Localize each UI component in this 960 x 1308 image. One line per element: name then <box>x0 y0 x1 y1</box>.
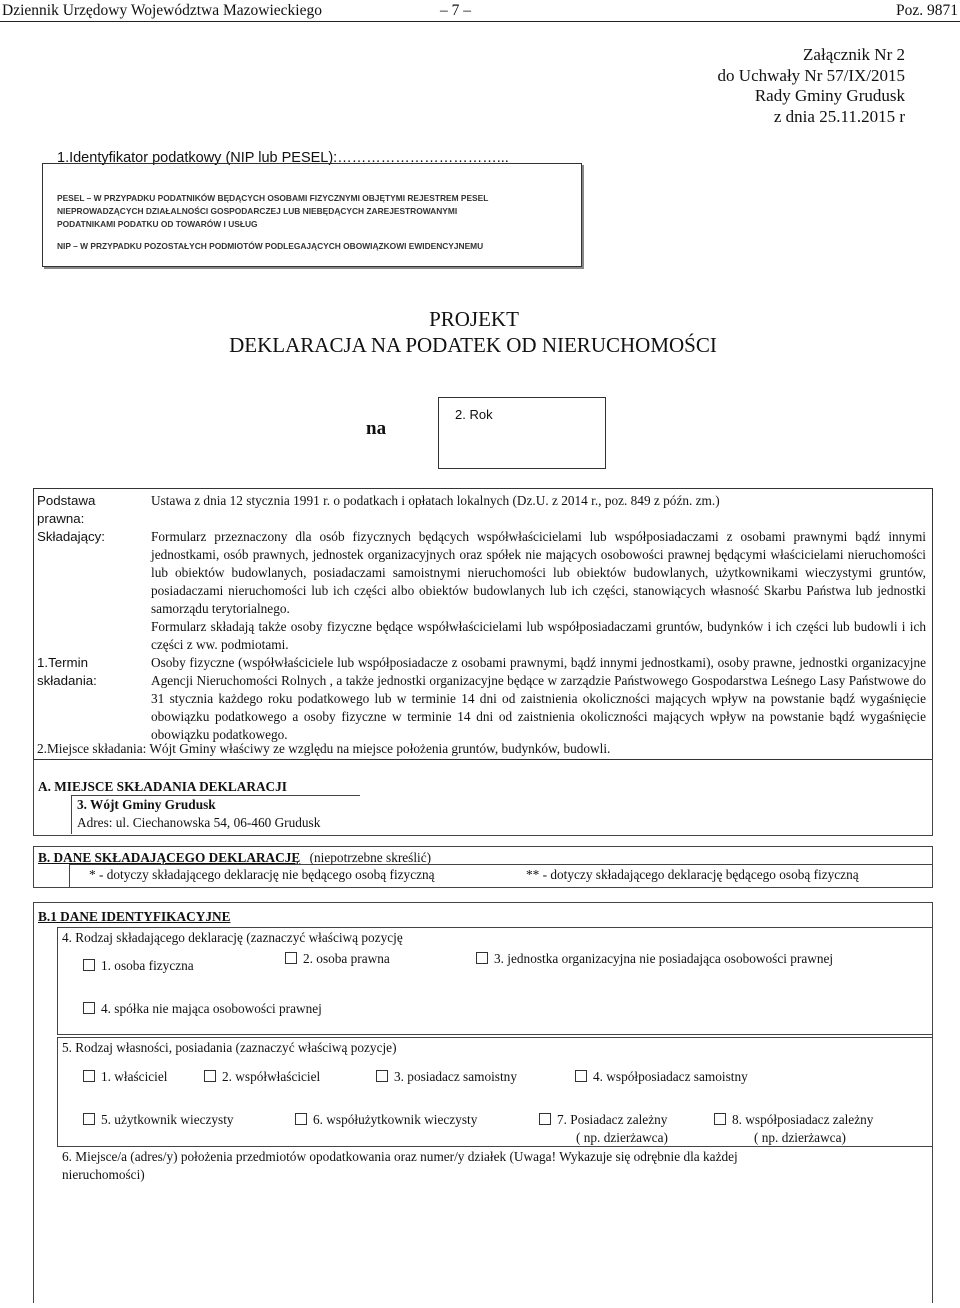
pesel-note-line: NIEPROWADZĄCYCH DZIAŁALNOŚCI GOSPODARCZEJ LUB NIEBĘDĄCYCH ZAREJESTROWANYMI <box>57 205 458 216</box>
nip-note: NIP – W PRZYPADKU POZOSTAŁYCH PODMIOTÓW PODLEGAJĄCYCH OBOWIĄZKOWI EWIDENCYJNEMU <box>57 241 484 251</box>
q5-option-owner[interactable] <box>83 1068 167 1086</box>
annex-line: Załącznik Nr 2 <box>803 45 905 64</box>
annex-block <box>718 45 905 127</box>
identifier-label: 1.Identyfikator podatkowy (NIP lub PESEL):……………………………... <box>57 150 509 166</box>
deadline-label-line: 1.Termin <box>37 655 88 670</box>
q5-option-copossessor[interactable] <box>575 1068 748 1086</box>
deadline-label <box>37 654 97 690</box>
checkbox[interactable] <box>83 1070 95 1082</box>
checkbox[interactable] <box>204 1070 216 1082</box>
pesel-note-line: PESEL – W PRZYPADKU PODATNIKÓW BĘDĄCYCH OSOBAMI FIZYCZNYMI OBJĘTYMI REJESTREM PESEL <box>57 193 489 203</box>
option-label: 6. współużytkownik wieczysty <box>313 1112 478 1127</box>
basis-label-line: prawna: <box>37 511 85 527</box>
year-box[interactable] <box>438 397 606 469</box>
q5-option-perpetual[interactable] <box>83 1111 234 1129</box>
option-label: 2. współwłaściciel <box>222 1069 321 1084</box>
q5-option-coperpetual[interactable] <box>295 1111 477 1129</box>
year-label: 2. Rok <box>455 407 493 422</box>
office-box <box>71 795 360 834</box>
q6-label-line: 6. Miejsce/a (adres/y) położenia przedmiotów opodatkowania oraz numer/y działek (Uwaga! Wykazuje się odrębnie dla każdej <box>62 1149 738 1164</box>
journal-title: Dziennik Urzędowy Województwa Mazowieckiego <box>2 2 322 19</box>
q4-option-unit[interactable] <box>476 950 833 968</box>
pesel-note <box>57 192 577 230</box>
q6-label-line: nieruchomości) <box>62 1167 145 1182</box>
filer-text: Formularz przeznaczony dla osób fizycznych będących współwłaścicielami lub współposiadaczami z osobami prawnymi bądź innymi jednostkami, osób prawnych, jednostek organizacyjnych oraz spółek nie mających osobowości prawnej będącymi właścicielami nieruchomości lub obiektów budowlanych, posiadaczami samoistnymi nieruchomości lub obiektów budowlanych, użytkownikami wieczystymi gruntów, posiadaczami nieruchomości lub ich części albo obiektów budowlanych lub ich części, stanowiących własność Skarbu Państwa lub jednostki samorządu terytorialnego. <box>151 529 926 617</box>
checkbox[interactable] <box>539 1113 551 1125</box>
q5-note-codependent: ( np. dzierżawca) <box>754 1130 846 1145</box>
section-b-heading-note: (niepotrzebne skreślić) <box>309 850 432 865</box>
checkbox[interactable] <box>575 1070 587 1082</box>
q4-label: 4. Rodzaj składającego deklarację (zaznaczyć właściwą pozycję <box>62 930 403 945</box>
annex-line: do Uchwały Nr 57/IX/2015 <box>717 65 905 85</box>
filer-text-2: Formularz składają także osoby fizyczne będące współwłaścicielami lub współposiadaczami gruntów, budynków i ich części lub budowli i ich części z ww. podmiotami. <box>151 619 926 653</box>
tax-office-address: Adres: ul. Ciechanowska 54, 06-460 Grudusk <box>77 815 321 830</box>
q4-option-legal[interactable] <box>285 950 390 968</box>
document-title: DEKLARACJA NA PODATEK OD NIERUCHOMOŚCI <box>229 333 717 357</box>
option-label: 1. osoba fizyczna <box>101 958 194 973</box>
page-number: – 7 – <box>440 2 471 19</box>
q5-label: 5. Rodzaj własności, posiadania (zaznaczyć właściwą pozycje) <box>62 1040 397 1055</box>
checkbox[interactable] <box>714 1113 726 1125</box>
checkbox[interactable] <box>295 1113 307 1125</box>
q5-note-dependent: ( np. dzierżawca) <box>576 1130 668 1145</box>
draft-label: PROJEKT <box>429 307 519 331</box>
option-label: 4. współposiadacz samoistny <box>593 1069 748 1084</box>
section-a-heading: A. MIEJSCE SKŁADANIA DEKLARACJI <box>38 779 287 794</box>
q5-option-possessor[interactable] <box>376 1068 517 1086</box>
section-b-heading-bold: B. DANE SKŁADAJĄCEGO DEKLARACJĘ <box>38 850 301 865</box>
option-label: 8. współposiadacz zależny <box>732 1112 874 1127</box>
na-label: na <box>366 418 387 439</box>
option-label: 7. Posiadacz zależny <box>557 1112 668 1127</box>
q5-option-dependent[interactable] <box>539 1111 667 1129</box>
checkbox[interactable] <box>376 1070 388 1082</box>
position-number: Poz. 9871 <box>896 2 958 19</box>
q4-option-company[interactable] <box>83 1000 322 1018</box>
checkbox[interactable] <box>285 952 297 964</box>
basis-label <box>37 492 137 528</box>
header-rule <box>0 21 960 22</box>
option-label: 3. posiadacz samoistny <box>394 1069 517 1084</box>
filer-label: Składający: <box>37 529 105 544</box>
checkbox[interactable] <box>83 1113 95 1125</box>
pesel-note-line: PODATNIKAMI PODATKU OD TOWARÓW I USŁUG <box>57 218 258 229</box>
option-label: 3. jednostka organizacyjna nie posiadająca osobowości prawnej <box>494 951 834 966</box>
checkbox[interactable] <box>476 952 488 964</box>
deadline-label-line: składania: <box>37 673 97 689</box>
q5-option-coowner[interactable] <box>204 1068 320 1086</box>
identifier-box <box>42 163 582 267</box>
note-legal-entity: * - dotyczy składającego deklarację nie będącego osobą fizyczną <box>89 867 435 882</box>
basis-text: Ustawa z dnia 12 stycznia 1991 r. o podatkach i opłatach lokalnych (Dz.U. z 2014 r., poz. 849 z późn. zm.) <box>151 493 720 508</box>
q6-label <box>62 1148 922 1184</box>
option-label: 4. spółka nie mająca osobowości prawnej <box>101 1001 322 1016</box>
q5-option-codependent[interactable] <box>714 1111 873 1129</box>
section-b1-heading: B.1 DANE IDENTYFIKACYJNE <box>38 909 231 924</box>
checkbox[interactable] <box>83 1002 95 1014</box>
basis-label-line: Podstawa <box>37 493 96 508</box>
option-label: 1. właściciel <box>101 1069 168 1084</box>
note-natural-person: ** - dotyczy składającego deklarację będącego osobą fizyczną <box>526 867 859 882</box>
checkbox[interactable] <box>83 959 95 971</box>
annex-line: Rady Gminy Grudusk <box>754 86 905 105</box>
tax-office: 3. Wójt Gminy Grudusk <box>77 797 216 812</box>
option-label: 5. użytkownik wieczysty <box>101 1112 234 1127</box>
annex-line: z dnia 25.11.2015 r <box>773 106 905 126</box>
place-text: 2.Miejsce składania: Wójt Gminy właściwy ze względu na miejsce położenia gruntów, budynków, budowli. <box>37 741 611 756</box>
option-label: 2. osoba prawna <box>303 951 390 966</box>
deadline-text: Osoby fizyczne (współwłaściciele lub współposiadacze z osobami prawnymi, bądź innymi jednostkami), osoby prawne, jednostki organizacyjne Agencji Nieruchomości Rolnych , a także jednostki organizacyjne będące w zarządzie Państwowego Gospodarstwa Leśnego Lasy Państwowe do 31 stycznia każdego roku podatkowego lub w terminie 14 dni od zaistnienia okoliczności mających wpływ na powstanie bądź wygaśnięcie obowiązku podatkowego a osoby fizyczne w terminie 14 dni od zaistnienia okoliczności mających wpływ na powstanie bądź wygaśnięcie obowiązku podatkowego. <box>151 655 926 743</box>
q4-option-natural[interactable] <box>83 957 194 975</box>
